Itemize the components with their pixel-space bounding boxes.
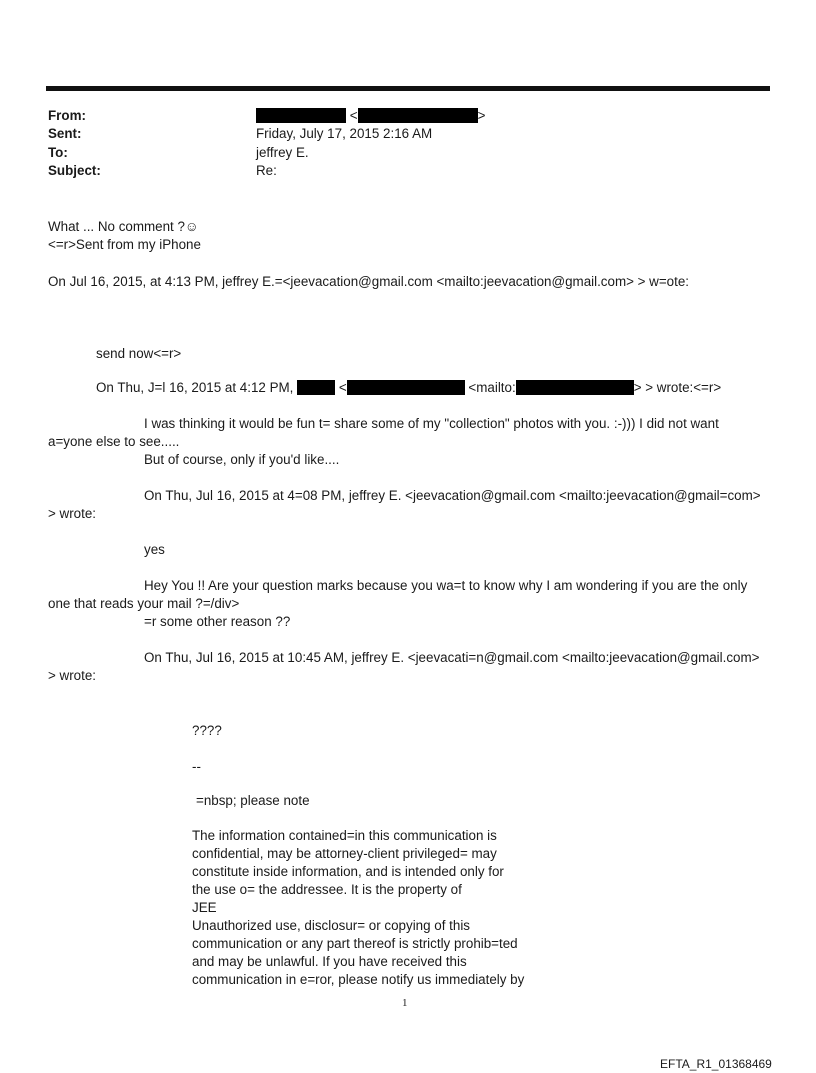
- from-close-bracket: >: [477, 108, 486, 123]
- body-line: What ... No comment ?☺: [48, 219, 199, 234]
- redacted-sender-name: [256, 108, 346, 123]
- quote-header: > wrote:: [48, 668, 97, 683]
- quote-header: On Jul 16, 2015, at 4:13 PM, jeffrey E.=<jeevacation@gmail.com <mailto:jeevacation@gmail.com> > w=ote:: [48, 274, 690, 289]
- redacted-name: [297, 380, 335, 395]
- to-value: jeffrey E.: [256, 145, 309, 160]
- from-open-bracket: <: [349, 108, 358, 123]
- quote-header: [96, 379, 721, 397]
- quote-header: On Thu, Jul 16, 2015 at 10:45 AM, jeffrey E. <jeevacati=n@gmail.com <mailto:jeevacation@gmail.com>: [144, 650, 760, 665]
- body-line: one that reads your mail ?=/div>: [48, 596, 240, 611]
- sent-label: Sent:: [48, 126, 82, 141]
- notice-line: the use o= the addressee. It is the property of: [192, 882, 462, 897]
- subject-value: Re:: [256, 163, 277, 178]
- quote-header: On Thu, Jul 16, 2015 at 4=08 PM, jeffrey E. <jeevacation@gmail.com <mailto:jeevacation@gmail=com>: [144, 488, 761, 503]
- page-number: 1: [402, 997, 408, 1009]
- signature-separator: --: [192, 759, 201, 774]
- body-line: I was thinking it would be fun t= share some of my "collection" photos with you. :-))) I did not want: [144, 416, 719, 431]
- body-line: yes: [144, 542, 165, 557]
- from-label: From:: [48, 108, 86, 123]
- quote-header-text: On Thu, J=l 16, 2015 at 4:12 PM,: [96, 380, 294, 395]
- header-rule: [46, 86, 770, 91]
- body-line: send now<=r>: [96, 346, 182, 361]
- notice-line: JEE: [192, 900, 217, 915]
- redacted-mailto: [516, 380, 634, 395]
- notice-line: communication in e=ror, please notify us immediately by: [192, 972, 525, 987]
- notice-line: Unauthorized use, disclosur= or copying of this: [192, 918, 471, 933]
- quote-header-text: <mailto:: [468, 380, 516, 395]
- quote-header: > wrote:: [48, 506, 97, 521]
- subject-label: Subject:: [48, 163, 101, 178]
- notice-line: confidential, may be attorney-client privileged= may: [192, 846, 497, 861]
- quote-header-text: > > wrote:<=r>: [633, 380, 722, 395]
- body-line: =nbsp; please note: [196, 793, 310, 808]
- body-line: But of course, only if you'd like....: [144, 452, 340, 467]
- body-line: Hey You !! Are your question marks because you wa=t to know why I am wondering if you are the only: [144, 578, 748, 593]
- sent-value: Friday, July 17, 2015 2:16 AM: [256, 126, 433, 141]
- redacted-sender-email: [358, 108, 478, 123]
- redacted-email: [347, 380, 465, 395]
- document-id: EFTA_R1_01368469: [660, 1057, 772, 1071]
- from-value: [256, 107, 485, 125]
- body-line: =r some other reason ??: [144, 614, 291, 629]
- body-line: ????: [192, 723, 222, 738]
- body-line: a=yone else to see.....: [48, 434, 180, 449]
- quote-header-text: <: [338, 380, 347, 395]
- body-line: <=r>Sent from my iPhone: [48, 237, 201, 252]
- notice-line: and may be unlawful. If you have received this: [192, 954, 467, 969]
- notice-line: communication or any part thereof is strictly prohib=ted: [192, 936, 518, 951]
- to-label: To:: [48, 145, 68, 160]
- notice-line: The information contained=in this communication is: [192, 828, 497, 843]
- notice-line: constitute inside information, and is intended only for: [192, 864, 504, 879]
